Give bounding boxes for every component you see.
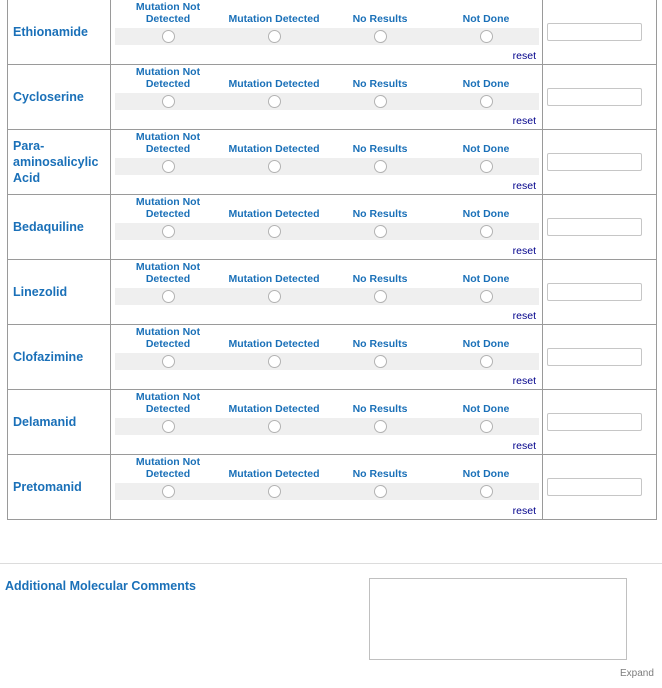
no-results-radio[interactable]: [374, 290, 387, 303]
drug-name-label: Para-aminosalicylic Acid: [8, 130, 111, 194]
option-column-label: Mutation Not Detected: [135, 0, 201, 25]
mutation-not-detected-radio[interactable]: [162, 95, 175, 108]
option-headers: [115, 260, 539, 288]
radio-band: [115, 93, 539, 110]
radio-band: [115, 353, 539, 370]
option-column-label: No Results: [352, 338, 408, 351]
mutation-detected-radio[interactable]: [268, 95, 281, 108]
radio-cell: [433, 418, 539, 435]
radio-cell: [327, 28, 433, 45]
drug-name-label: Bedaquiline: [8, 195, 111, 259]
option-headers: [115, 455, 539, 483]
radio-band: [115, 28, 539, 45]
not-done-radio[interactable]: [480, 355, 493, 368]
mutation-detected-radio[interactable]: [268, 160, 281, 173]
radio-cell: [115, 353, 221, 370]
expand-link[interactable]: Expand: [620, 668, 654, 679]
reset-row: [115, 435, 539, 454]
radio-cell: [433, 353, 539, 370]
radio-cell: [433, 223, 539, 240]
reset-link[interactable]: reset: [512, 50, 536, 62]
mutation-not-detected-radio[interactable]: [162, 485, 175, 498]
radio-cell: [327, 158, 433, 175]
radio-cell: [221, 483, 327, 500]
mutation-detected-radio[interactable]: [268, 485, 281, 498]
option-headers: [115, 130, 539, 158]
option-column-label: Not Done: [462, 78, 510, 91]
no-results-radio[interactable]: [374, 485, 387, 498]
not-done-radio[interactable]: [480, 30, 493, 43]
mutation-not-detected-radio[interactable]: [162, 225, 175, 238]
drug-row-delamanid: [8, 389, 656, 454]
additional-molecular-comments-textarea[interactable]: [369, 578, 627, 660]
not-done-radio[interactable]: [480, 485, 493, 498]
radio-cell: [221, 353, 327, 370]
radio-band: [115, 223, 539, 240]
drug-name-label: Clofazimine: [8, 325, 111, 389]
reset-row: [115, 500, 539, 519]
radio-cell: [221, 288, 327, 305]
no-results-radio[interactable]: [374, 160, 387, 173]
option-column-label: Mutation Not Detected: [135, 196, 201, 221]
option-column-label: No Results: [352, 468, 408, 481]
result-text-cell: [543, 455, 656, 519]
option-column-label: Mutation Detected: [228, 208, 320, 221]
not-done-radio[interactable]: [480, 160, 493, 173]
options-cell: [111, 130, 543, 194]
reset-row: [115, 45, 539, 64]
reset-link[interactable]: reset: [512, 440, 536, 452]
radio-cell: [221, 158, 327, 175]
options-cell: [111, 260, 543, 324]
drug-row-bedaquiline: [8, 194, 656, 259]
additional-molecular-comments-label: Additional Molecular Comments: [5, 579, 196, 593]
drug-name-label: Ethionamide: [8, 0, 111, 64]
radio-cell: [433, 93, 539, 110]
result-text-cell: [543, 130, 656, 194]
option-headers: [115, 0, 539, 28]
options-cell: [111, 455, 543, 519]
radio-cell: [327, 418, 433, 435]
mutation-detected-radio[interactable]: [268, 290, 281, 303]
reset-row: [115, 305, 539, 324]
option-column-label: Not Done: [462, 468, 510, 481]
option-column-label: Mutation Detected: [228, 143, 320, 156]
reset-link[interactable]: reset: [512, 375, 536, 387]
no-results-radio[interactable]: [374, 420, 387, 433]
radio-cell: [327, 288, 433, 305]
no-results-radio[interactable]: [374, 225, 387, 238]
drug-row-clofazimine: [8, 324, 656, 389]
radio-cell: [115, 158, 221, 175]
mutation-not-detected-radio[interactable]: [162, 420, 175, 433]
option-column-label: No Results: [352, 403, 408, 416]
reset-row: [115, 370, 539, 389]
option-headers: [115, 390, 539, 418]
radio-cell: [327, 223, 433, 240]
options-cell: [111, 195, 543, 259]
radio-cell: [433, 483, 539, 500]
result-text-cell: [543, 0, 656, 64]
result-detail-input[interactable]: [547, 348, 642, 366]
radio-cell: [433, 28, 539, 45]
options-cell: [111, 0, 543, 64]
drug-name-label: Cycloserine: [8, 65, 111, 129]
option-column-label: Mutation Detected: [228, 403, 320, 416]
reset-row: [115, 175, 539, 194]
reset-row: [115, 240, 539, 259]
option-column-label: Mutation Not Detected: [135, 261, 201, 286]
not-done-radio[interactable]: [480, 225, 493, 238]
option-column-label: No Results: [352, 78, 408, 91]
result-text-cell: [543, 195, 656, 259]
mutation-detected-radio[interactable]: [268, 225, 281, 238]
drug-name-label: Delamanid: [8, 390, 111, 454]
option-column-label: Mutation Detected: [228, 338, 320, 351]
option-headers: [115, 195, 539, 223]
no-results-radio[interactable]: [374, 30, 387, 43]
radio-cell: [115, 93, 221, 110]
option-column-label: No Results: [352, 12, 408, 25]
radio-cell: [327, 353, 433, 370]
result-detail-input[interactable]: [547, 413, 642, 431]
molecular-results-table: [7, 0, 657, 520]
reset-link[interactable]: reset: [512, 115, 536, 127]
no-results-radio[interactable]: [374, 355, 387, 368]
result-text-cell: [543, 260, 656, 324]
radio-cell: [115, 418, 221, 435]
not-done-radio[interactable]: [480, 290, 493, 303]
radio-cell: [221, 418, 327, 435]
reset-link[interactable]: reset: [512, 310, 536, 322]
option-column-label: Not Done: [462, 403, 510, 416]
option-column-label: Not Done: [462, 273, 510, 286]
mutation-not-detected-radio[interactable]: [162, 30, 175, 43]
result-detail-input[interactable]: [547, 153, 642, 171]
no-results-radio[interactable]: [374, 95, 387, 108]
radio-cell: [115, 483, 221, 500]
radio-cell: [221, 28, 327, 45]
result-text-cell: [543, 325, 656, 389]
result-detail-input[interactable]: [547, 23, 642, 41]
option-column-label: Not Done: [462, 338, 510, 351]
option-column-label: Mutation Not Detected: [135, 66, 201, 91]
section-divider: [0, 563, 662, 564]
option-column-label: Not Done: [462, 12, 510, 25]
mutation-detected-radio[interactable]: [268, 420, 281, 433]
reset-link[interactable]: reset: [512, 180, 536, 192]
option-column-label: Mutation Detected: [228, 78, 320, 91]
drug-row-linezolid: [8, 259, 656, 324]
mutation-not-detected-radio[interactable]: [162, 160, 175, 173]
result-detail-input[interactable]: [547, 283, 642, 301]
radio-cell: [115, 223, 221, 240]
radio-cell: [433, 288, 539, 305]
radio-band: [115, 483, 539, 500]
reset-row: [115, 110, 539, 129]
radio-cell: [327, 93, 433, 110]
options-cell: [111, 390, 543, 454]
options-cell: [111, 65, 543, 129]
option-column-label: Mutation Not Detected: [135, 391, 201, 416]
radio-cell: [327, 483, 433, 500]
radio-cell: [115, 28, 221, 45]
radio-band: [115, 158, 539, 175]
radio-cell: [433, 158, 539, 175]
option-headers: [115, 325, 539, 353]
option-column-label: No Results: [352, 143, 408, 156]
radio-cell: [221, 93, 327, 110]
drug-name-label: Linezolid: [8, 260, 111, 324]
result-text-cell: [543, 65, 656, 129]
option-column-label: Not Done: [462, 143, 510, 156]
drug-row-para-aminosalicylic-acid: [8, 129, 656, 194]
radio-cell: [221, 223, 327, 240]
option-column-label: Mutation Detected: [228, 12, 320, 25]
mutation-not-detected-radio[interactable]: [162, 355, 175, 368]
option-column-label: Mutation Detected: [228, 468, 320, 481]
mutation-not-detected-radio[interactable]: [162, 290, 175, 303]
result-detail-input[interactable]: [547, 478, 642, 496]
option-column-label: Not Done: [462, 208, 510, 221]
mutation-detected-radio[interactable]: [268, 30, 281, 43]
result-detail-input[interactable]: [547, 218, 642, 236]
radio-cell: [115, 288, 221, 305]
result-text-cell: [543, 390, 656, 454]
drug-row-cycloserine: [8, 64, 656, 129]
reset-link[interactable]: reset: [512, 245, 536, 257]
radio-band: [115, 418, 539, 435]
option-column-label: Mutation Not Detected: [135, 326, 201, 351]
mutation-detected-radio[interactable]: [268, 355, 281, 368]
option-column-label: Mutation Detected: [228, 273, 320, 286]
not-done-radio[interactable]: [480, 420, 493, 433]
radio-band: [115, 288, 539, 305]
reset-link[interactable]: reset: [512, 505, 536, 517]
drug-row-pretomanid: [8, 454, 656, 519]
option-headers: [115, 65, 539, 93]
drug-name-label: Pretomanid: [8, 455, 111, 519]
option-column-label: No Results: [352, 273, 408, 286]
options-cell: [111, 325, 543, 389]
option-column-label: Mutation Not Detected: [135, 456, 201, 481]
drug-row-ethionamide: [8, 0, 656, 64]
option-column-label: No Results: [352, 208, 408, 221]
option-column-label: Mutation Not Detected: [135, 131, 201, 156]
not-done-radio[interactable]: [480, 95, 493, 108]
result-detail-input[interactable]: [547, 88, 642, 106]
